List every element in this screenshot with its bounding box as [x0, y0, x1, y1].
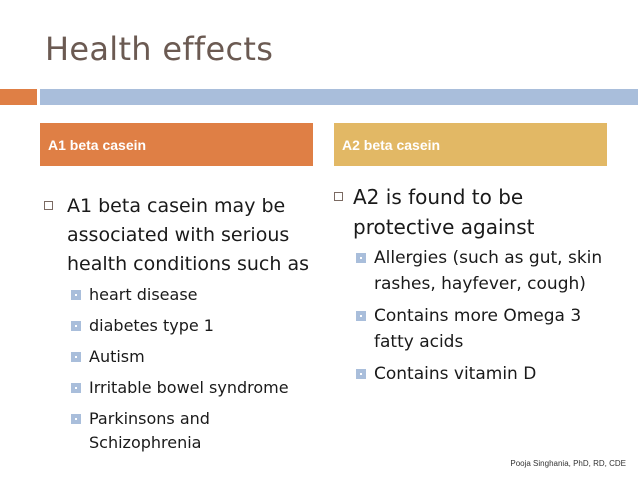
- list-item-text: Contains more Omega 3 fatty acids: [374, 306, 582, 352]
- slide-footer: Pooja Singhania, PhD, RD, CDE: [510, 459, 626, 468]
- list-item-text: heart disease: [89, 285, 198, 304]
- main-point-a2: [334, 182, 624, 242]
- list-item-text: Irritable bowel syndrome: [89, 378, 289, 397]
- filled-square-icon: [356, 311, 366, 321]
- column-a1: [44, 192, 314, 462]
- accent-bar-blue: [40, 89, 638, 105]
- list-item: [71, 283, 314, 307]
- slide-title: Health effects: [45, 30, 274, 68]
- list-item-text: Contains vitamin D: [374, 364, 537, 384]
- column-a2: [334, 182, 624, 393]
- main-point-text: A2 is found to be protective against: [353, 185, 535, 239]
- list-item: [71, 407, 314, 455]
- column-header-a2: A2 beta casein: [334, 123, 607, 166]
- main-point-a1: [44, 192, 314, 279]
- hollow-square-icon: [334, 192, 343, 201]
- list-item: [356, 303, 624, 355]
- column-header-a1: A1 beta casein: [40, 123, 313, 166]
- filled-square-icon: [356, 369, 366, 379]
- main-point-text: A1 beta casein may be associated with serious health conditions such as: [67, 195, 309, 275]
- list-item: [71, 314, 314, 338]
- list-item-text: Parkinsons and Schizophrenia: [89, 409, 210, 452]
- filled-square-icon: [71, 352, 81, 362]
- sub-list-a1: [44, 283, 314, 455]
- filled-square-icon: [71, 321, 81, 331]
- filled-square-icon: [71, 290, 81, 300]
- list-item-text: Autism: [89, 347, 145, 366]
- hollow-square-icon: [44, 201, 53, 210]
- sub-list-a2: [334, 245, 624, 387]
- list-item: [71, 345, 314, 369]
- accent-bar-orange: [0, 89, 37, 105]
- list-item: [356, 361, 624, 387]
- list-item: [71, 376, 314, 400]
- filled-square-icon: [356, 253, 366, 263]
- list-item-text: diabetes type 1: [89, 316, 214, 335]
- filled-square-icon: [71, 414, 81, 424]
- list-item: [356, 245, 624, 297]
- list-item-text: Allergies (such as gut, skin rashes, hayfever, cough): [374, 248, 603, 294]
- filled-square-icon: [71, 383, 81, 393]
